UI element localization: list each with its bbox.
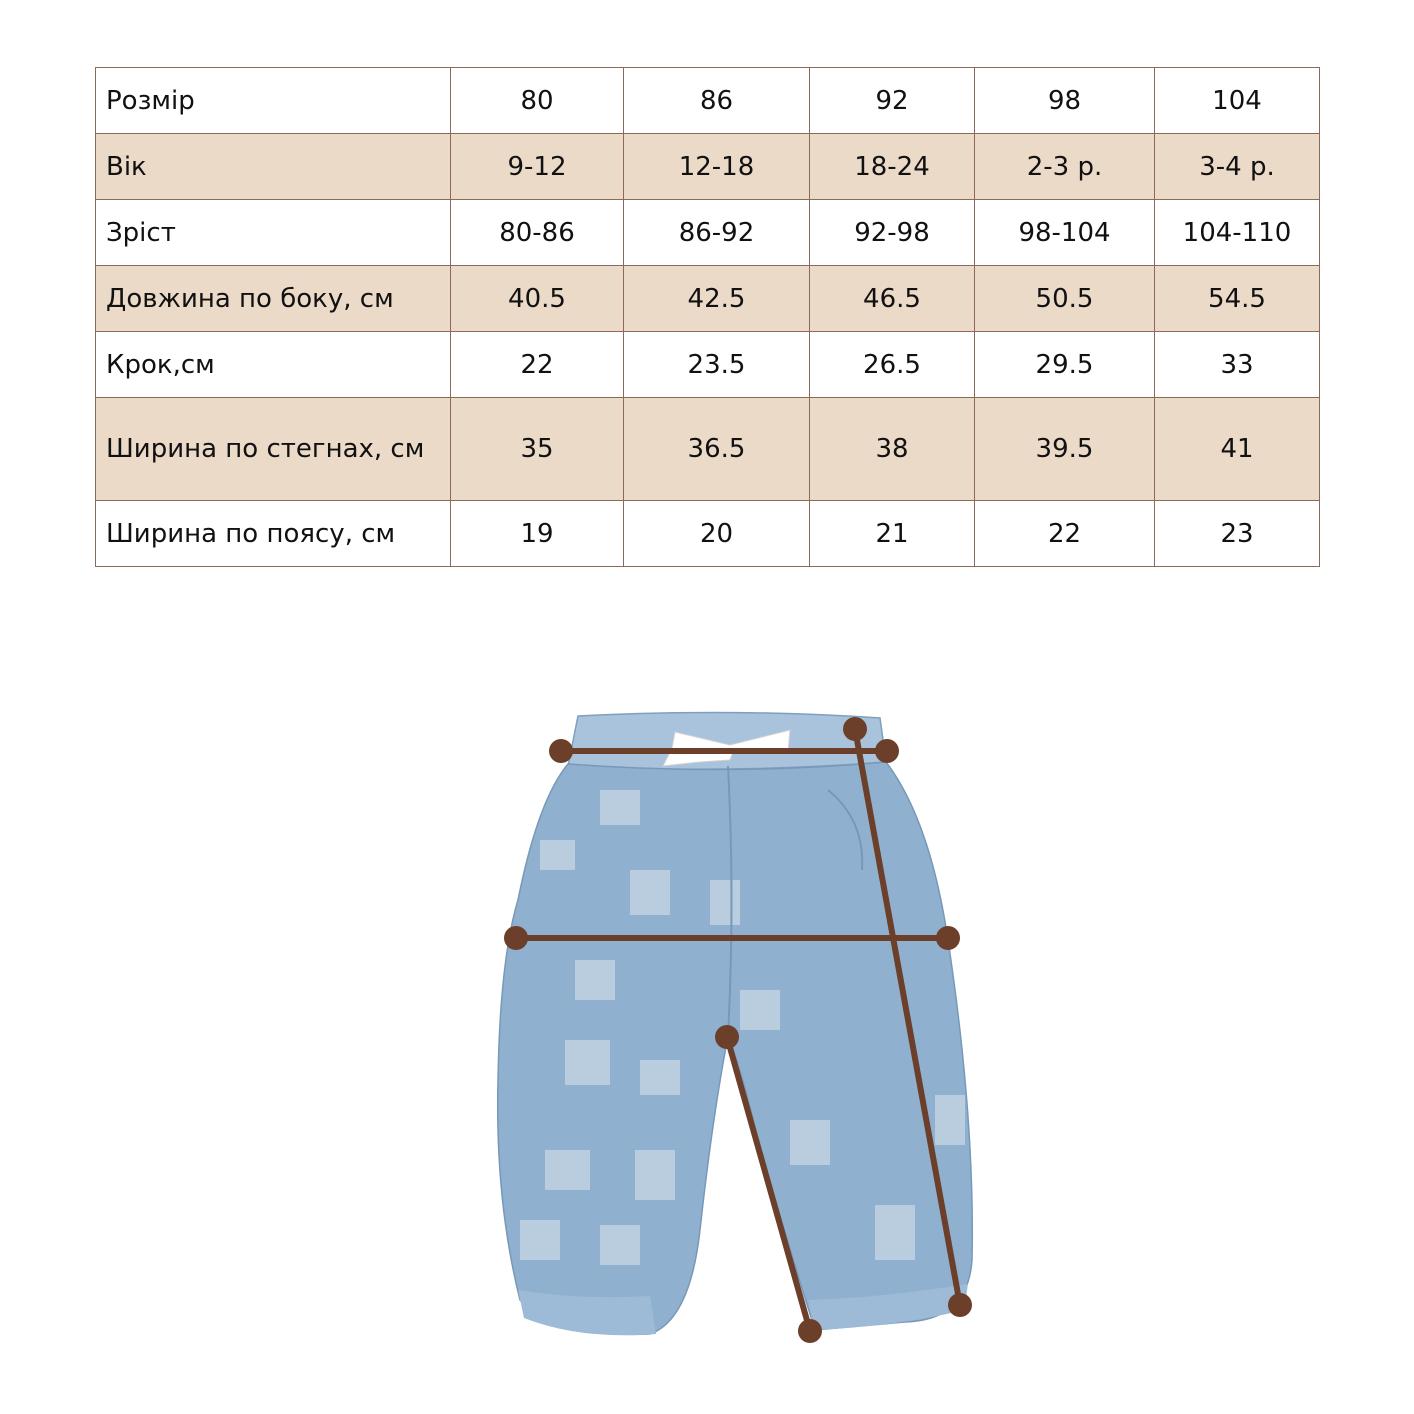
table-cell: 80 xyxy=(451,68,624,134)
table-cell: 12-18 xyxy=(624,134,810,200)
table-cell: 2-3 р. xyxy=(975,134,1155,200)
row-label: Крок,см xyxy=(96,332,451,398)
row-label: Довжина по боку, см xyxy=(96,266,451,332)
table-cell: 23 xyxy=(1155,501,1320,567)
table-cell: 20 xyxy=(624,501,810,567)
table-cell: 92 xyxy=(810,68,975,134)
table-cell: 33 xyxy=(1155,332,1320,398)
table-cell: 36.5 xyxy=(624,398,810,501)
table-cell: 46.5 xyxy=(810,266,975,332)
table-cell: 22 xyxy=(975,501,1155,567)
table-cell: 54.5 xyxy=(1155,266,1320,332)
table-cell: 50.5 xyxy=(975,266,1155,332)
row-label: Розмір xyxy=(96,68,451,134)
table-row-age xyxy=(96,134,1320,200)
table-cell: 21 xyxy=(810,501,975,567)
pants-icon xyxy=(498,712,973,1335)
table-row-waist-width xyxy=(96,501,1320,567)
table-cell: 104-110 xyxy=(1155,200,1320,266)
table-cell: 18-24 xyxy=(810,134,975,200)
row-label: Зріст xyxy=(96,200,451,266)
table-cell: 80-86 xyxy=(451,200,624,266)
table-row-hip-width xyxy=(96,398,1320,501)
table-cell: 98 xyxy=(975,68,1155,134)
table-cell: 86-92 xyxy=(624,200,810,266)
table-cell: 42.5 xyxy=(624,266,810,332)
table-cell: 92-98 xyxy=(810,200,975,266)
table-cell: 22 xyxy=(451,332,624,398)
table-cell: 29.5 xyxy=(975,332,1155,398)
table-cell: 98-104 xyxy=(975,200,1155,266)
table-cell: 23.5 xyxy=(624,332,810,398)
table-cell: 19 xyxy=(451,501,624,567)
row-label: Ширина по поясу, см xyxy=(96,501,451,567)
table-cell: 26.5 xyxy=(810,332,975,398)
table-cell: 9-12 xyxy=(451,134,624,200)
table-cell: 39.5 xyxy=(975,398,1155,501)
table-row-height xyxy=(96,200,1320,266)
table-cell: 40.5 xyxy=(451,266,624,332)
row-label: Вік xyxy=(96,134,451,200)
table-row-inseam xyxy=(96,332,1320,398)
row-label: Ширина по стегнах, см xyxy=(96,398,451,501)
table-cell: 3-4 р. xyxy=(1155,134,1320,200)
table-cell: 41 xyxy=(1155,398,1320,501)
table-cell: 35 xyxy=(451,398,624,501)
table-row-side-length xyxy=(96,266,1320,332)
table-row-size xyxy=(96,68,1320,134)
table-cell: 38 xyxy=(810,398,975,501)
table-cell: 104 xyxy=(1155,68,1320,134)
table-cell: 86 xyxy=(624,68,810,134)
pants-measurement-illustration xyxy=(480,690,1000,1370)
size-table xyxy=(95,67,1320,567)
